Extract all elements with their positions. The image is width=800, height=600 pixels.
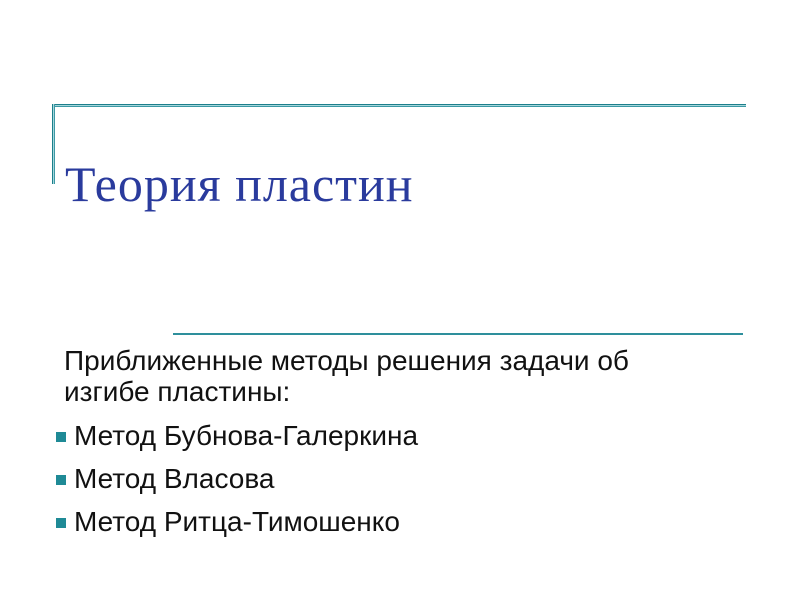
bullet-square-icon	[56, 518, 66, 528]
bullet-label: Метод Ритца-Тимошенко	[74, 506, 400, 537]
title-left-rule	[52, 104, 55, 184]
bullet-square-icon	[56, 475, 66, 485]
list-item	[56, 506, 756, 538]
list-item	[56, 420, 756, 452]
intro-text-line-2: изгибе пластины:	[64, 376, 291, 407]
title-top-rule	[52, 104, 746, 107]
list-item	[56, 463, 756, 495]
slide-title: Теория пластин	[65, 155, 414, 212]
methods-bullet-list	[56, 420, 756, 549]
body-divider-line	[173, 333, 743, 335]
bullet-label: Метод Власова	[74, 463, 275, 494]
bullet-label: Метод Бубнова-Галеркина	[74, 420, 419, 451]
bullet-square-icon	[56, 432, 66, 442]
intro-text	[64, 345, 754, 407]
intro-text-line-1: Приближенные методы решения задачи об	[64, 345, 629, 376]
